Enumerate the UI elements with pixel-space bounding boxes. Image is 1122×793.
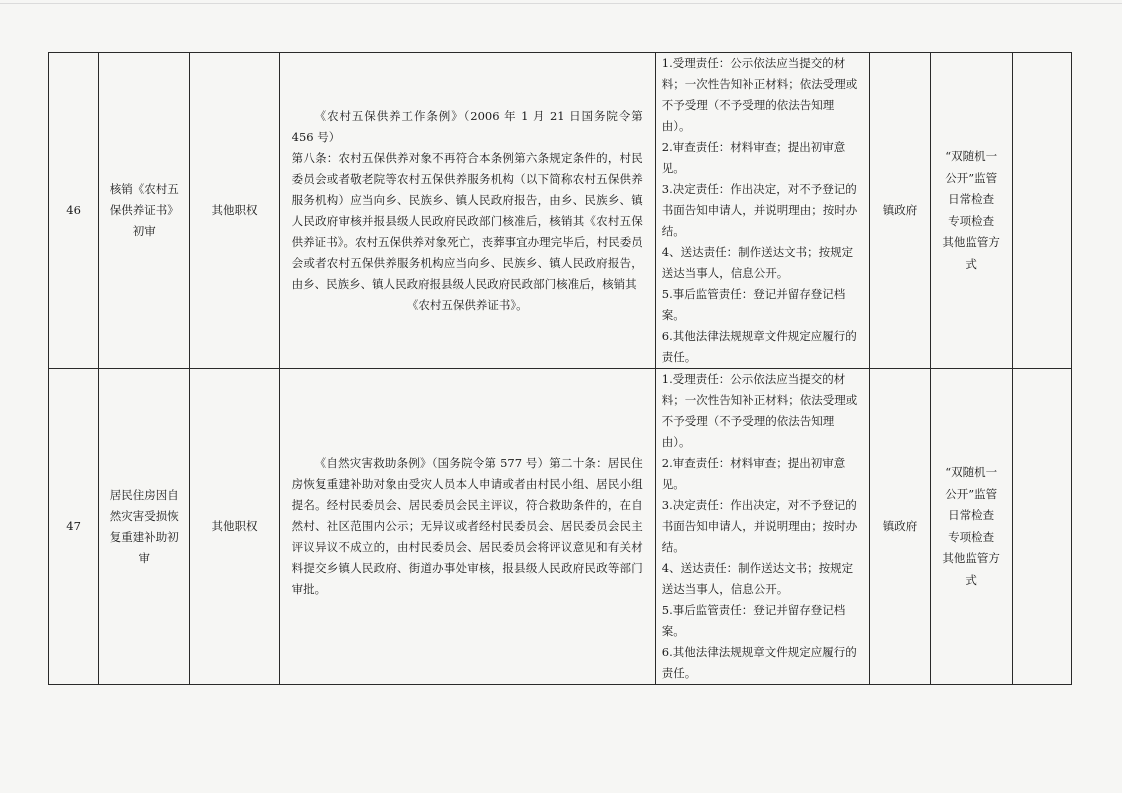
supervision-line: 专项检查 <box>948 213 995 228</box>
row-number: 47 <box>49 369 99 685</box>
responsibility-list <box>655 53 870 369</box>
legal-basis-body: 第八条：农村五保供养对象不再符合本条例第六条规定条件的，村民委员会或者敬老院等农村五保供养服务机构（以下简称农村五保供养服务机构）应当向乡、民族乡、镇人民政府报告，由乡、民族乡、镇人民政府审核并报县级人民政府民政部门核准后，核销其《农村五保供养证书》。农村五保供养对象死亡，丧葬事宜办理完毕后，村民委员会或者农村五保供养服务机构应当向乡、民族乡、镇人民政府报告，由乡、民族乡、镇人民政府报县级人民政府民政部门核准后，核销其 <box>291 150 643 291</box>
legal-basis-tail: 《农村五保供养证书》。 <box>406 297 528 312</box>
power-type: 其他职权 <box>190 53 279 369</box>
table-row <box>49 53 1072 369</box>
list-item: 4、送达责任：制作送达文书；按规定送达当事人，信息公开。 <box>661 561 854 596</box>
list-item: 6.其他法律法规规章文件规定应履行的责任。 <box>661 329 857 364</box>
item-name: 核销《农村五保供养证书》初审 <box>99 53 190 369</box>
responsibility-table <box>48 52 1072 685</box>
responsible-department: 镇政府 <box>870 53 930 369</box>
supervision-line: 式 <box>965 572 977 587</box>
supervision-line: 其他监管方 <box>942 235 1000 249</box>
supervision-line: 公开”监管 <box>945 170 998 185</box>
list-item: 3.决定责任：作出决定，对不予登记的书面告知申请人，并说明理由；按时办结。 <box>661 498 858 554</box>
legal-basis <box>279 53 655 369</box>
list-item: 6.其他法律法规规章文件规定应履行的责任。 <box>661 645 857 680</box>
list-item: 5.事后监管责任：登记并留存登记档案。 <box>661 603 846 638</box>
supervision-line: 专项检查 <box>948 529 995 544</box>
responsible-department: 镇政府 <box>870 369 930 685</box>
supervision-line: “双随机一 <box>945 149 998 163</box>
list-item: 5.事后监管责任：登记并留存登记档案。 <box>661 287 846 322</box>
item-name: 居民住房因自然灾害受损恢复重建补助初审 <box>99 369 190 685</box>
supervision-line: 日常检查 <box>948 508 995 522</box>
note-cell <box>1012 53 1071 369</box>
supervision-line: 公开”监管 <box>945 486 998 501</box>
supervision-line: 日常检查 <box>948 192 995 206</box>
table-row <box>49 369 1072 685</box>
list-item: 1.受理责任：公示依法应当提交的材料；一次性告知补正材料；依法受理或不予受理（不予受理的依法告知理由）。 <box>661 56 858 133</box>
note-cell <box>1012 369 1071 685</box>
list-item: 2.审查责任：材料审查；提出初审意见。 <box>661 140 846 175</box>
responsibility-list <box>655 369 870 685</box>
legal-basis-title: 《农村五保供养工作条例》（2006 年 1 月 21 日国务院令第 456 号） <box>291 108 643 144</box>
supervision-method <box>930 369 1012 685</box>
list-item: 2.审查责任：材料审查；提出初审意见。 <box>661 456 846 491</box>
list-item: 3.决定责任：作出决定，对不予登记的书面告知申请人，并说明理由；按时办结。 <box>661 182 858 238</box>
legal-basis-title: 《自然灾害救助条例》（国务院令第 577 号）第二十条：居民住房恢复重建补助对象由受灾人员本人申请或者由村民小组、居民小组提名。经村民委员会、居民委员会民主评议，符合救助条件的，在自然村、社区范围内公示；无异议或者经村民委员会、居民委员会民主评议异议不成立的，由村民委员会、居民委员会将评议意见和有关材料提交乡镇人民政府、街道办事处审核，报县级人民政府民政等部门审批。 <box>291 456 643 596</box>
supervision-method <box>930 53 1012 369</box>
row-number: 46 <box>49 53 99 369</box>
supervision-line: 式 <box>965 256 977 271</box>
power-type: 其他职权 <box>190 369 279 685</box>
list-item: 4、送达责任：制作送达文书；按规定送达当事人，信息公开。 <box>661 245 854 280</box>
scan-artifact-line <box>0 3 1122 4</box>
supervision-line: 其他监管方 <box>942 551 1000 565</box>
list-item: 1.受理责任：公示依法应当提交的材料；一次性告知补正材料；依法受理或不予受理（不予受理的依法告知理由）。 <box>661 372 858 449</box>
supervision-line: “双随机一 <box>945 465 998 479</box>
legal-basis <box>279 369 655 685</box>
